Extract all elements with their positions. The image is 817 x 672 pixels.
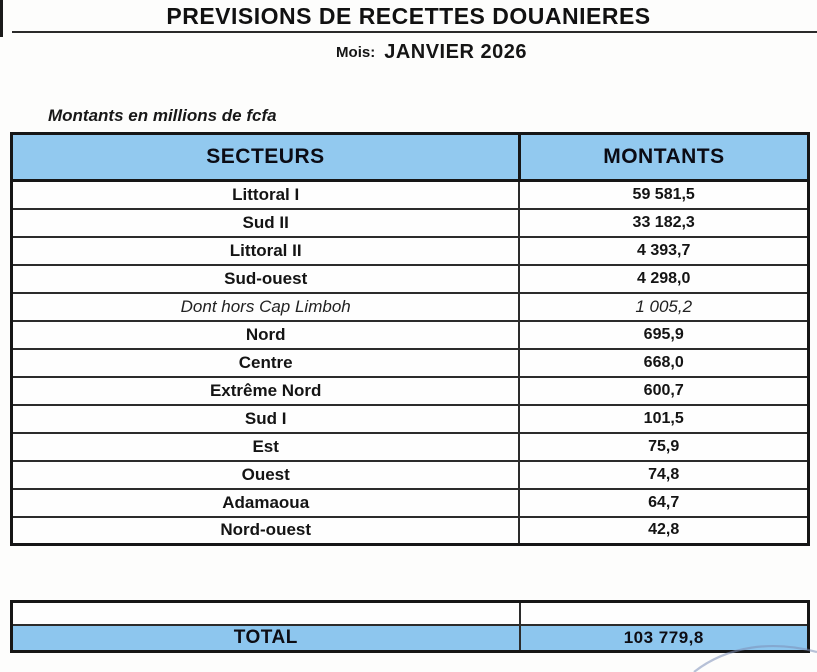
total-table	[10, 600, 810, 653]
month-value: JANVIER 2026	[384, 41, 527, 63]
table-row	[12, 209, 809, 237]
month-label: Mois:	[336, 44, 376, 61]
page-title: PREVISIONS DE RECETTES DOUANIERES	[166, 3, 651, 29]
amount-cell: 42,8	[519, 517, 808, 545]
column-header-montants: MONTANTS	[519, 134, 808, 181]
sector-cell: Sud I	[12, 405, 520, 433]
column-header-secteurs: SECTEURS	[12, 134, 520, 181]
revenue-table	[10, 132, 810, 546]
table-row	[12, 489, 809, 517]
table-row	[12, 433, 809, 461]
amount-cell: 64,7	[519, 489, 808, 517]
empty-row	[12, 602, 809, 625]
table-row	[12, 461, 809, 489]
table-row-sub-detail	[12, 293, 809, 321]
sector-cell: Nord	[12, 321, 520, 349]
table-row	[12, 237, 809, 265]
sector-cell: Est	[12, 433, 520, 461]
sector-cell: Littoral I	[12, 181, 520, 209]
units-note: Montants en millions de fcfa	[48, 106, 277, 125]
table-row	[12, 181, 809, 209]
amount-cell: 1 005,2	[519, 293, 808, 321]
sector-cell: Sud-ouest	[12, 265, 520, 293]
sector-cell: Dont hors Cap Limboh	[12, 293, 520, 321]
amount-cell: 4 393,7	[519, 237, 808, 265]
table-row	[12, 517, 809, 545]
title-underline	[12, 31, 817, 33]
table-row	[12, 405, 809, 433]
amount-cell: 668,0	[519, 349, 808, 377]
amount-cell: 695,9	[519, 321, 808, 349]
sector-cell: Littoral II	[12, 237, 520, 265]
table-row	[12, 349, 809, 377]
amount-cell: 600,7	[519, 377, 808, 405]
table-row	[12, 377, 809, 405]
sector-cell: Nord-ouest	[12, 517, 520, 545]
amount-cell: 75,9	[519, 433, 808, 461]
amount-cell: 74,8	[519, 461, 808, 489]
amount-cell: 101,5	[519, 405, 808, 433]
amount-cell: 59 581,5	[519, 181, 808, 209]
amount-cell: 33 182,3	[519, 209, 808, 237]
empty-sector-cell	[12, 602, 520, 625]
table-row	[12, 265, 809, 293]
sector-cell: Ouest	[12, 461, 520, 489]
empty-amount-cell	[520, 602, 809, 625]
month-line	[0, 41, 817, 64]
amount-cell: 4 298,0	[519, 265, 808, 293]
sector-cell: Centre	[12, 349, 520, 377]
total-amount-cell: 103 779,8	[520, 625, 809, 652]
total-row	[12, 625, 809, 652]
total-label-cell: TOTAL	[12, 625, 520, 652]
sector-cell: Sud II	[12, 209, 520, 237]
table-header-row	[12, 134, 809, 181]
sector-cell: Extrême Nord	[12, 377, 520, 405]
table-row	[12, 321, 809, 349]
sector-cell: Adamaoua	[12, 489, 520, 517]
